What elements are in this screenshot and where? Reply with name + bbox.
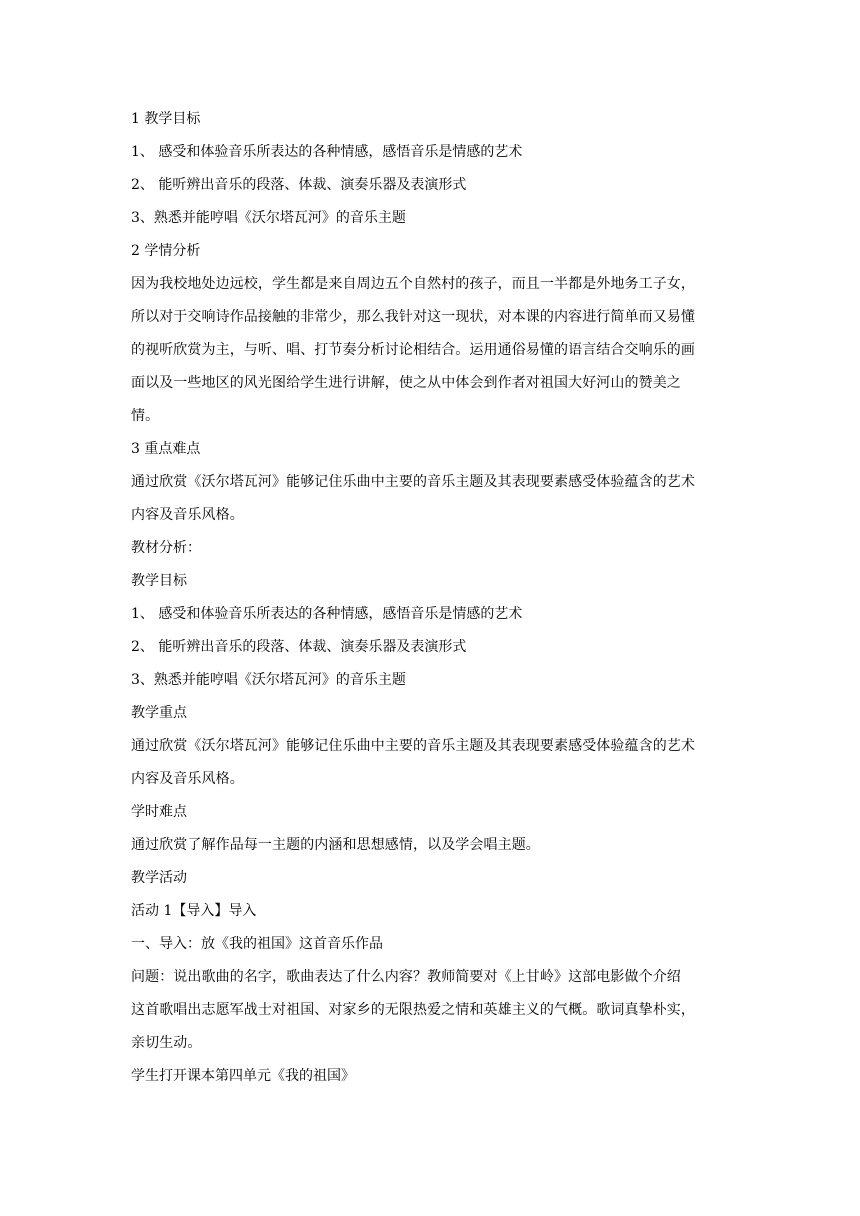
analysis-line-2: 所以对于交响诗作品接触的非常少，那么我针对这一现状，对本课的内容进行简单而又易懂 bbox=[131, 309, 695, 325]
focus-line-1: 通过欣赏《沃尔塔瓦河》能够记住乐曲中主要的音乐主题及其表现要素感受体验蕴含的艺术 bbox=[131, 738, 695, 754]
goal-item-3: 3、熟悉并能哼唱《沃尔塔瓦河》的音乐主题 bbox=[131, 210, 406, 226]
goal-item-1-repeat: 1、 感受和体验音乐所表达的各种情感，感悟音乐是情感的艺术 bbox=[131, 606, 523, 622]
focus-line-2: 内容及音乐风格。 bbox=[131, 771, 244, 787]
heading-material-analysis: 教材分析： bbox=[131, 540, 201, 556]
heading-teaching-goals-2: 教学目标 bbox=[131, 573, 187, 589]
document-page bbox=[131, 110, 731, 1085]
goal-item-2-repeat: 2、 能听辨出音乐的段落、体裁、演奏乐器及表演形式 bbox=[131, 639, 467, 655]
goal-item-2: 2、 能听辨出音乐的段落、体裁、演奏乐器及表演形式 bbox=[131, 177, 467, 193]
question-line: 问题：说出歌曲的名字，歌曲表达了什么内容？教师简要对《上甘岭》这部电影做个介绍 bbox=[131, 969, 681, 985]
intro-step: 一、导入：放《我的祖国》这首音乐作品 bbox=[131, 936, 383, 952]
analysis-line-4: 面以及一些地区的风光图给学生进行讲解，使之从中体会到作者对祖国大好河山的赞美之 bbox=[131, 375, 681, 391]
analysis-line-3: 的视听欣赏为主，与听、唱、打节奏分析讨论相结合。运用通俗易懂的语言结合交响乐的画 bbox=[131, 342, 695, 358]
heading-teaching-activities: 教学活动 bbox=[131, 870, 187, 886]
student-action-line: 学生打开课本第四单元《我的祖国》 bbox=[131, 1068, 355, 1084]
goal-item-3-repeat: 3、熟悉并能哼唱《沃尔塔瓦河》的音乐主题 bbox=[131, 672, 406, 688]
heading-teaching-focus: 教学重点 bbox=[131, 705, 187, 721]
activity-1-title: 活动 1【导入】导入 bbox=[131, 903, 257, 919]
goal-item-1: 1、 感受和体验音乐所表达的各种情感，感悟音乐是情感的艺术 bbox=[131, 144, 523, 160]
heading-student-analysis: 2 学情分析 bbox=[131, 243, 201, 259]
heading-difficulty: 学时难点 bbox=[131, 804, 187, 820]
heading-teaching-goals: 1 教学目标 bbox=[131, 111, 201, 127]
difficulty-line: 通过欣赏了解作品每一主题的内涵和思想感情，以及学会唱主题。 bbox=[131, 837, 540, 853]
song-description-line-1: 这首歌唱出志愿军战士对祖国、对家乡的无限热爱之情和英雄主义的气概。歌词真挚朴实， bbox=[131, 1002, 695, 1018]
analysis-line-1: 因为我校地处边远校，学生都是来自周边五个自然村的孩子，而且一半都是外地务工子女， bbox=[131, 276, 695, 292]
analysis-line-5: 情。 bbox=[131, 408, 160, 424]
song-description-line-2: 亲切生动。 bbox=[131, 1035, 202, 1051]
key-points-line-1: 通过欣赏《沃尔塔瓦河》能够记住乐曲中主要的音乐主题及其表现要素感受体验蕴含的艺术 bbox=[131, 474, 695, 490]
key-points-line-2: 内容及音乐风格。 bbox=[131, 507, 244, 523]
heading-key-points: 3 重点难点 bbox=[131, 441, 201, 457]
